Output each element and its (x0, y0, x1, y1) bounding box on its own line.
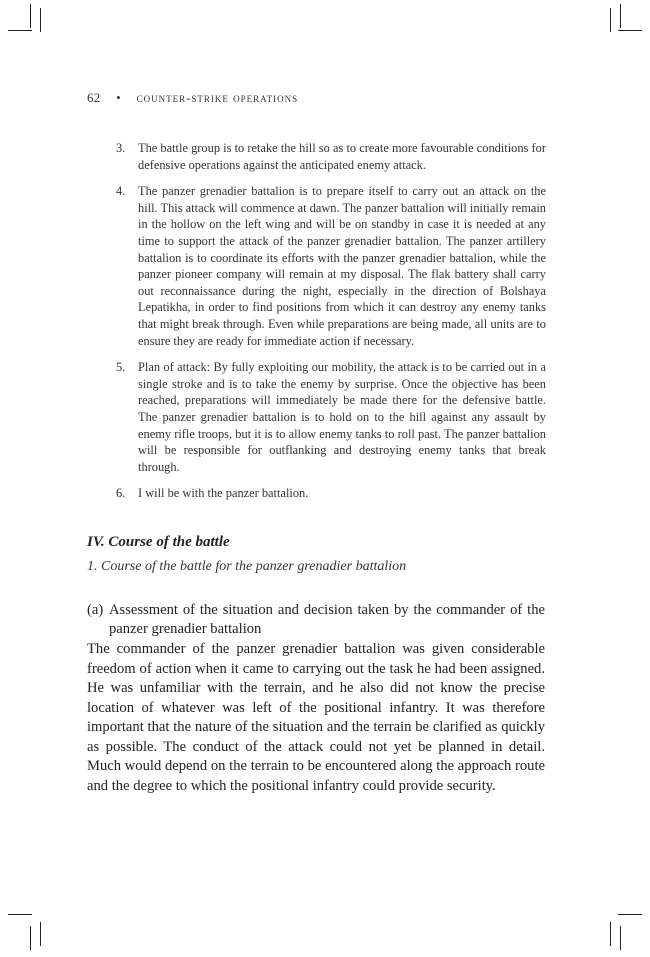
crop-mark (618, 30, 642, 31)
list-item-number: 3. (116, 141, 126, 155)
sub-heading: 1. Course of the battle for the panzer grenadier battalion (87, 559, 407, 574)
crop-mark (618, 914, 642, 915)
list-item-number: 5. (116, 360, 126, 375)
crop-mark (620, 926, 621, 950)
crop-mark (610, 8, 611, 32)
crop-mark (40, 922, 41, 946)
crop-mark (40, 8, 41, 32)
list-item-text: I will be with the panzer battalion. (138, 486, 309, 501)
crop-mark (30, 926, 31, 950)
list-item (116, 485, 546, 502)
crop-mark (8, 30, 32, 31)
running-header (87, 90, 298, 106)
list-item-text: Plan of attack: By fully exploiting our mobility, the attack is to be carried out in a single stroke and is to take the enemy by surprise. Once the objective has been reached, preparations will immediately be made there for the defensive battle. The panzer grenadier battalion is to hold on to the hill against any assault by enemy rifle troops, but it is to allow enemy tanks to roll past. The panzer battalion will be responsible for outflanking and destroying enemy tanks that break through. (138, 360, 546, 474)
crop-mark (610, 922, 611, 946)
list-item-number: 6. (116, 486, 126, 501)
list-item (116, 359, 546, 475)
subsection-title: Assessment of the situation and decision taken by the commander of the panzer grenadier battalion (109, 602, 545, 637)
header-bullet: • (116, 90, 122, 105)
crop-mark (8, 914, 32, 915)
list-item (116, 183, 546, 349)
body-paragraph: The commander of the panzer grenadier battalion was given considerable freedom of action when it came to carrying out the task he had been assigned. He was unfamiliar with the terrain, and he also did not know the precise location of whatever was left of the positional infantry. It was therefore important that the nature of the situation and the terrain be clarified as quickly as possible. The conduct of the attack could not yet be planned in detail. Much would depend on the terrain to be encountered along the approach route and the degree to which the positional infantry could provide security. (87, 641, 545, 794)
running-title: counter-strike operations (136, 90, 299, 105)
numbered-list (116, 140, 546, 512)
subsection-heading (87, 601, 545, 639)
crop-mark (620, 4, 621, 28)
page-number: 62 (87, 90, 101, 105)
list-item (116, 140, 546, 173)
list-item-text: The panzer grenadier battalion is to prepare itself to carry out an attack on the hill. This attack will commence at dawn. The panzer battalion will initially remain in the hollow on the left wing and will be on standby in case it is needed at any time to support the attack of the panzer grenadier battalion. The panzer artillery battalion is to coordinate its efforts with the panzer grenadier battalion, while the panzer pioneer company will remain at my disposal. The flak battery shall carry out reconnaissance during the night, especially in the direction of Bolshaya Lepatikha, in order to find positions from which it can destroy any enemy tanks that might break through. Even while preparations are being made, all units are to ensure they are ready for immediate action if necessary. (138, 184, 546, 348)
list-item-text: The battle group is to retake the hill so as to create more favourable conditions for defensive operations against the anticipated enemy attack. (138, 141, 546, 172)
subsection-label: (a) (87, 602, 104, 618)
section-heading: IV. Course of the battle (87, 534, 230, 550)
crop-mark (30, 4, 31, 28)
list-item-number: 4. (116, 184, 126, 199)
